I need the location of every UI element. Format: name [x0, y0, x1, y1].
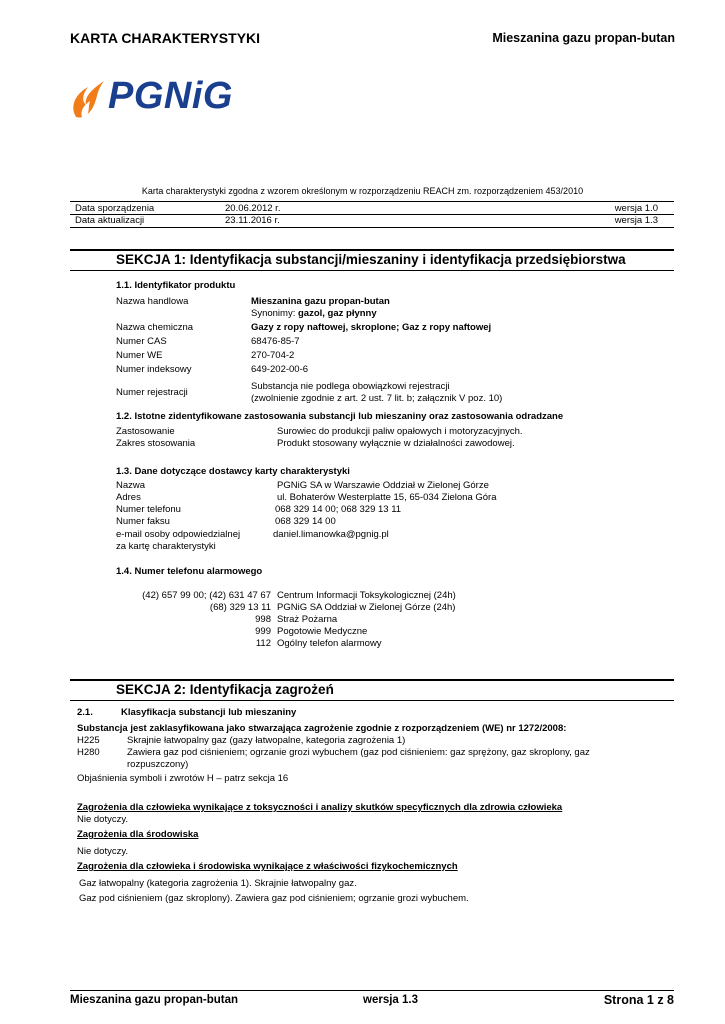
alarm-number: (42) 657 99 00; (42) 631 47 67	[142, 590, 271, 601]
registration-text: (zwolnienie zgodnie z art. 2 ust. 7 lit. b; załącznik V poz. 10)	[251, 393, 503, 404]
phys-hazard-heading: Zagrożenia dla człowieka i środowiska wynikające z właściwości fizykochemicznych	[77, 861, 458, 872]
registration-text: Substancja nie podlega obowiązkowi rejestracji	[251, 381, 450, 392]
s11-heading: 1.1. Identyfikator produktu	[116, 280, 236, 291]
explanation-note: Objaśnienia symboli i zwrotów H – patrz sekcja 16	[77, 773, 289, 784]
product-name-header: Mieszanina gazu propan-butan	[492, 31, 675, 45]
supplier-email[interactable]: daniel.limanowka@pgnig.pl	[273, 529, 389, 540]
trade-name: Mieszanina gazu propan-butan	[251, 296, 390, 307]
footer-version: wersja 1.3	[363, 994, 418, 1006]
field-label: Numer rejestracji	[116, 387, 188, 398]
alarm-number: 999	[255, 626, 271, 637]
s21-number: 2.1.	[77, 707, 93, 718]
env-hazard-text: Nie dotyczy.	[77, 846, 129, 857]
field-label: za kartę charakterystyki	[116, 541, 216, 552]
logo-text: PGNiG	[108, 75, 233, 117]
synonyms-label: Synonimy:	[251, 308, 298, 319]
divider	[70, 214, 674, 215]
date-label: Data sporządzenia	[75, 203, 155, 214]
s13-heading: 1.3. Dane dotyczące dostawcy karty charakterystyki	[116, 466, 350, 477]
hazard-code: H280	[77, 747, 100, 758]
field-label: Zakres stosowania	[116, 438, 196, 449]
field-label: Nazwa handlowa	[116, 296, 189, 307]
supplier-address: ul. Bohaterów Westerplatte 15, 65-034 Zielona Góra	[277, 492, 497, 503]
supplier-name: PGNiG SA w Warszawie Oddział w Zielonej Górze	[277, 480, 489, 491]
pgnig-logo	[68, 77, 240, 123]
version-value: wersja 1.0	[614, 203, 658, 214]
section-divider	[70, 700, 674, 701]
divider	[70, 201, 674, 202]
field-label: Nazwa chemiczna	[116, 322, 194, 333]
section-divider	[70, 679, 674, 681]
index-number: 649-202-00-6	[251, 364, 309, 375]
alarm-number: 112	[255, 638, 271, 649]
alarm-desc: Straż Pożarna	[277, 614, 338, 625]
cas-number: 68476-85-7	[251, 336, 300, 347]
section-divider	[70, 249, 674, 251]
supplier-fax: 068 329 14 00	[275, 516, 336, 527]
date-label: Data aktualizacji	[75, 215, 145, 226]
phys-hazard-text: Gaz łatwopalny (kategoria zagrożenia 1). Skrajnie łatwopalny gaz.	[79, 878, 357, 889]
alarm-desc: PGNiG SA Oddział w Zielonej Górze (24h)	[277, 602, 456, 613]
field-label: Numer WE	[116, 350, 163, 361]
supplier-phone: 068 329 14 00; 068 329 13 11	[275, 504, 402, 515]
field-label: Nazwa	[116, 480, 146, 491]
human-hazard-text: Nie dotyczy.	[77, 814, 129, 825]
hazard-statement: rozpuszczony)	[127, 759, 189, 770]
alarm-number: (68) 329 13 11	[209, 602, 271, 613]
flame-icon	[68, 77, 108, 121]
alarm-desc: Centrum Informacji Toksykologicznej (24h)	[277, 590, 456, 601]
footer-page-number: Strona 1 z 8	[603, 993, 674, 1007]
field-label: Numer telefonu	[116, 504, 181, 515]
footer-product: Mieszanina gazu propan-butan	[70, 994, 239, 1006]
field-label: e-mail osoby odpowiedzialnej	[116, 529, 241, 540]
date-value: 23.11.2016 r.	[225, 215, 280, 226]
field-label: Zastosowanie	[116, 426, 175, 437]
reach-note: Karta charakterystyki zgodna z wzorem określonym w rozporządzeniu REACH zm. rozporządzeniem 453/2010	[141, 186, 584, 196]
alarm-number: 998	[255, 614, 271, 625]
hazard-statement: Skrajnie łatwopalny gaz (gazy łatwopalne, kategoria zagrożenia 1)	[127, 735, 406, 746]
s12-heading: 1.2. Istotne zidentyfikowane zastosowania substancji lub mieszaniny oraz zastosowania odradzane	[116, 411, 564, 422]
section-1-title: SEKCJA 1: Identyfikacja substancji/mieszaniny i identyfikacja przedsiębiorstwa	[116, 252, 626, 267]
version-value: wersja 1.3	[614, 215, 658, 226]
divider	[70, 227, 674, 228]
field-label: Numer indeksowy	[116, 364, 192, 375]
section-2-title: SEKCJA 2: Identyfikacja zagrożeń	[116, 682, 334, 697]
alarm-desc: Pogotowie Medyczne	[277, 626, 368, 637]
s14-heading: 1.4. Numer telefonu alarmowego	[116, 566, 263, 577]
classification-statement: Substancja jest zaklasyfikowana jako stwarzająca zagrożenie zgodnie z rozporządzeniem (WE) nr 1272/2008:	[77, 723, 567, 734]
field-label: Adres	[116, 492, 141, 503]
env-hazard-heading: Zagrożenia dla środowiska	[77, 829, 199, 840]
chemical-name: Gazy z ropy naftowej, skroplone; Gaz z ropy naftowej	[251, 322, 492, 333]
we-number: 270-704-2	[251, 350, 295, 361]
human-hazard-heading: Zagrożenia dla człowieka wynikające z toksyczności i analizy skutków specyficznych dla zdrowia człowieka	[77, 802, 563, 813]
date-value: 20.06.2012 r.	[225, 203, 281, 214]
hazard-statement: Zawiera gaz pod ciśnieniem; ogrzanie grozi wybuchem (gaz pod ciśnieniem: gaz sprężony, gaz skroplony, gaz	[127, 747, 590, 758]
phys-hazard-text: Gaz pod ciśnieniem (gaz skroplony). Zawiera gaz pod ciśnieniem; ogrzanie grozi wybuchem.	[79, 893, 469, 904]
field-label: Numer CAS	[116, 336, 167, 347]
hazard-code: H225	[77, 735, 100, 746]
document-title: KARTA CHARAKTERYSTYKI	[70, 30, 261, 46]
synonyms	[251, 308, 377, 319]
s21-heading: Klasyfikacja substancji lub mieszaniny	[121, 707, 297, 718]
synonyms-value: gazol, gaz płynny	[298, 308, 377, 319]
alarm-desc: Ogólny telefon alarmowy	[277, 638, 382, 649]
field-label: Numer faksu	[116, 516, 170, 527]
use-value: Surowiec do produkcji paliw opałowych i motoryzacyjnych.	[277, 426, 523, 437]
footer-divider	[70, 990, 674, 991]
scope-value: Produkt stosowany wyłącznie w działalności zawodowej.	[277, 438, 515, 449]
section-divider	[70, 270, 674, 271]
